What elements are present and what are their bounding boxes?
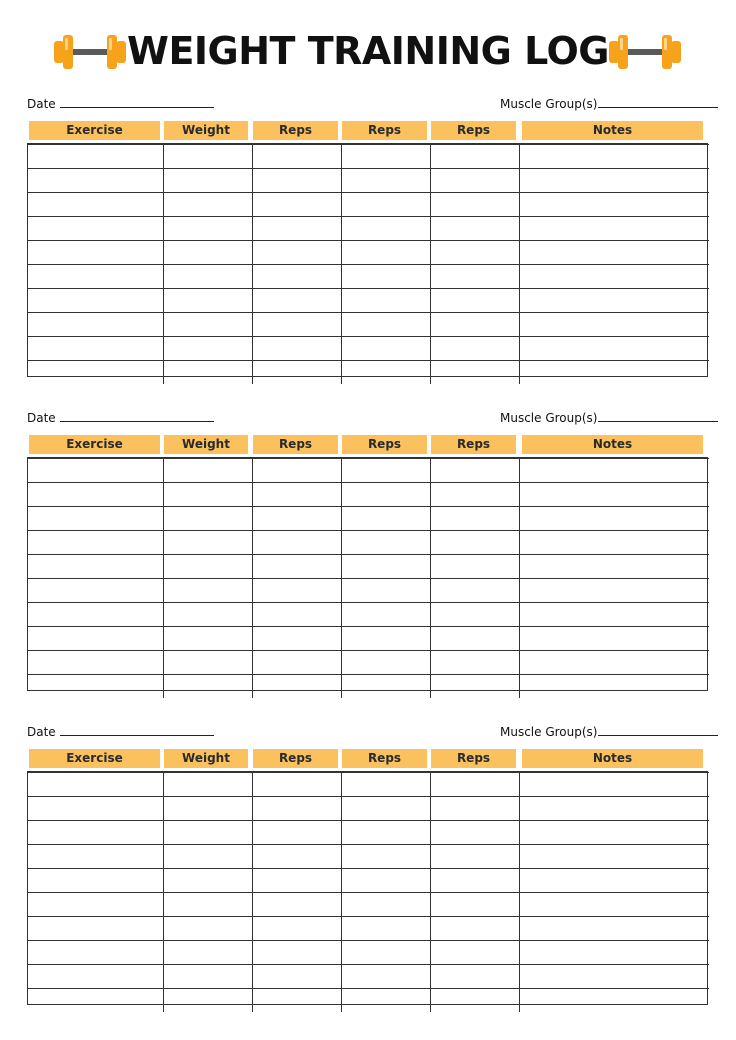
cell-reps[interactable] [252, 821, 341, 845]
cell-reps[interactable] [430, 603, 519, 627]
cell-weight[interactable] [163, 773, 252, 797]
cell-reps[interactable] [341, 675, 430, 699]
cell-weight[interactable] [163, 821, 252, 845]
date-field[interactable] [27, 97, 214, 111]
date-field[interactable] [27, 411, 214, 425]
table-row [28, 145, 709, 169]
muscle-groups-label: Muscle Group(s) [500, 411, 598, 425]
date-label: Date [27, 725, 56, 739]
cell-reps[interactable] [341, 773, 430, 797]
cell-notes[interactable] [519, 241, 709, 265]
cell-reps[interactable] [341, 361, 430, 385]
cell-notes[interactable] [519, 893, 709, 917]
cell-reps[interactable] [341, 845, 430, 869]
muscle-groups-field[interactable] [500, 411, 718, 425]
cell-weight[interactable] [163, 193, 252, 217]
cell-exercise[interactable] [28, 217, 163, 241]
cell-reps[interactable] [252, 483, 341, 507]
cell-reps[interactable] [341, 289, 430, 313]
cell-reps[interactable] [252, 941, 341, 965]
cell-reps[interactable] [252, 675, 341, 699]
cell-reps[interactable] [252, 555, 341, 579]
cell-reps[interactable] [430, 675, 519, 699]
cell-reps[interactable] [341, 797, 430, 821]
cell-weight[interactable] [163, 289, 252, 313]
cell-reps[interactable] [430, 579, 519, 603]
cell-notes[interactable] [519, 965, 709, 989]
table-row [28, 893, 709, 917]
column-header-reps: Reps [431, 435, 516, 454]
log-table [27, 143, 708, 377]
cell-reps[interactable] [252, 265, 341, 289]
cell-weight[interactable] [163, 941, 252, 965]
cell-weight[interactable] [163, 313, 252, 337]
column-header-exercise: Exercise [29, 435, 160, 454]
cell-reps[interactable] [341, 989, 430, 1013]
muscle-groups-label: Muscle Group(s) [500, 725, 598, 739]
cell-reps[interactable] [252, 917, 341, 941]
cell-reps[interactable] [252, 773, 341, 797]
cell-reps[interactable] [341, 869, 430, 893]
column-header-exercise: Exercise [29, 749, 160, 768]
table-row [28, 845, 709, 869]
cell-reps[interactable] [252, 241, 341, 265]
cell-reps[interactable] [430, 773, 519, 797]
cell-reps[interactable] [430, 917, 519, 941]
cell-reps[interactable] [341, 917, 430, 941]
table-row [28, 797, 709, 821]
cell-weight[interactable] [163, 361, 252, 385]
cell-weight[interactable] [163, 675, 252, 699]
cell-exercise[interactable] [28, 965, 163, 989]
cell-reps[interactable] [252, 337, 341, 361]
cell-notes[interactable] [519, 265, 709, 289]
cell-exercise[interactable] [28, 169, 163, 193]
cell-reps[interactable] [430, 869, 519, 893]
cell-exercise[interactable] [28, 507, 163, 531]
cell-reps[interactable] [341, 145, 430, 169]
cell-reps[interactable] [430, 555, 519, 579]
table-row [28, 531, 709, 555]
page-header [0, 0, 736, 90]
table-row [28, 483, 709, 507]
cell-reps[interactable] [430, 337, 519, 361]
table-row [28, 869, 709, 893]
cell-notes[interactable] [519, 289, 709, 313]
cell-reps[interactable] [252, 217, 341, 241]
cell-reps[interactable] [252, 169, 341, 193]
cell-notes[interactable] [519, 603, 709, 627]
cell-notes[interactable] [519, 483, 709, 507]
cell-weight[interactable] [163, 507, 252, 531]
section-meta-row [0, 97, 736, 117]
cell-reps[interactable] [252, 193, 341, 217]
cell-exercise[interactable] [28, 989, 163, 1013]
cell-notes[interactable] [519, 651, 709, 675]
cell-notes[interactable] [519, 989, 709, 1013]
column-header-reps: Reps [342, 121, 427, 140]
cell-reps[interactable] [430, 483, 519, 507]
date-label: Date [27, 411, 56, 425]
log-section-3 [0, 725, 736, 1015]
cell-weight[interactable] [163, 265, 252, 289]
cell-exercise[interactable] [28, 313, 163, 337]
cell-reps[interactable] [252, 989, 341, 1013]
cell-exercise[interactable] [28, 797, 163, 821]
muscle-groups-blank-line[interactable] [598, 411, 718, 422]
column-header-row [0, 435, 736, 454]
table-row [28, 555, 709, 579]
cell-exercise[interactable] [28, 917, 163, 941]
cell-reps[interactable] [252, 531, 341, 555]
cell-exercise[interactable] [28, 893, 163, 917]
cell-reps[interactable] [341, 193, 430, 217]
cell-reps[interactable] [430, 313, 519, 337]
cell-reps[interactable] [341, 579, 430, 603]
log-table-grid [28, 458, 709, 698]
column-header-reps: Reps [253, 121, 338, 140]
cell-exercise[interactable] [28, 265, 163, 289]
cell-exercise[interactable] [28, 773, 163, 797]
cell-exercise[interactable] [28, 651, 163, 675]
table-row [28, 627, 709, 651]
muscle-groups-blank-line[interactable] [598, 97, 718, 108]
cell-reps[interactable] [341, 651, 430, 675]
cell-notes[interactable] [519, 337, 709, 361]
column-header-reps: Reps [342, 435, 427, 454]
cell-notes[interactable] [519, 145, 709, 169]
cell-exercise[interactable] [28, 675, 163, 699]
cell-weight[interactable] [163, 555, 252, 579]
cell-exercise[interactable] [28, 941, 163, 965]
muscle-groups-blank-line[interactable] [598, 725, 718, 736]
cell-reps[interactable] [341, 459, 430, 483]
cell-reps[interactable] [252, 869, 341, 893]
table-row [28, 965, 709, 989]
table-row [28, 217, 709, 241]
column-header-reps: Reps [253, 749, 338, 768]
cell-weight[interactable] [163, 483, 252, 507]
cell-weight[interactable] [163, 627, 252, 651]
cell-reps[interactable] [430, 217, 519, 241]
cell-weight[interactable] [163, 337, 252, 361]
cell-reps[interactable] [252, 893, 341, 917]
cell-reps[interactable] [252, 603, 341, 627]
cell-exercise[interactable] [28, 145, 163, 169]
cell-weight[interactable] [163, 217, 252, 241]
cell-reps[interactable] [430, 507, 519, 531]
cell-reps[interactable] [341, 531, 430, 555]
cell-exercise[interactable] [28, 289, 163, 313]
table-row [28, 337, 709, 361]
cell-reps[interactable] [252, 579, 341, 603]
cell-reps[interactable] [430, 193, 519, 217]
cell-reps[interactable] [252, 313, 341, 337]
cell-reps[interactable] [252, 361, 341, 385]
cell-weight[interactable] [163, 869, 252, 893]
cell-reps[interactable] [341, 169, 430, 193]
cell-reps[interactable] [341, 965, 430, 989]
table-row [28, 579, 709, 603]
cell-reps[interactable] [252, 459, 341, 483]
cell-reps[interactable] [430, 289, 519, 313]
cell-reps[interactable] [430, 965, 519, 989]
table-row [28, 361, 709, 385]
cell-notes[interactable] [519, 217, 709, 241]
cell-reps[interactable] [430, 531, 519, 555]
muscle-groups-label: Muscle Group(s) [500, 97, 598, 111]
cell-weight[interactable] [163, 797, 252, 821]
cell-notes[interactable] [519, 313, 709, 337]
cell-reps[interactable] [341, 313, 430, 337]
table-row [28, 651, 709, 675]
date-label: Date [27, 97, 56, 111]
table-row [28, 169, 709, 193]
log-table [27, 457, 708, 691]
cell-reps[interactable] [341, 241, 430, 265]
cell-weight[interactable] [163, 965, 252, 989]
cell-notes[interactable] [519, 531, 709, 555]
cell-reps[interactable] [430, 145, 519, 169]
cell-reps[interactable] [252, 797, 341, 821]
table-row [28, 989, 709, 1013]
table-row [28, 289, 709, 313]
column-header-weight: Weight [164, 121, 248, 140]
cell-reps[interactable] [252, 627, 341, 651]
cell-notes[interactable] [519, 869, 709, 893]
cell-weight[interactable] [163, 845, 252, 869]
cell-notes[interactable] [519, 941, 709, 965]
cell-notes[interactable] [519, 675, 709, 699]
column-header-reps: Reps [253, 435, 338, 454]
cell-weight[interactable] [163, 145, 252, 169]
cell-notes[interactable] [519, 627, 709, 651]
column-header-reps: Reps [431, 749, 516, 768]
cell-notes[interactable] [519, 579, 709, 603]
log-table-grid [28, 772, 709, 1012]
dumbbell-icon [607, 33, 683, 71]
cell-reps[interactable] [252, 507, 341, 531]
cell-reps[interactable] [430, 627, 519, 651]
cell-reps[interactable] [341, 627, 430, 651]
cell-reps[interactable] [430, 651, 519, 675]
cell-exercise[interactable] [28, 821, 163, 845]
cell-reps[interactable] [252, 845, 341, 869]
cell-weight[interactable] [163, 579, 252, 603]
cell-exercise[interactable] [28, 531, 163, 555]
cell-reps[interactable] [430, 821, 519, 845]
table-row [28, 459, 709, 483]
cell-notes[interactable] [519, 361, 709, 385]
cell-notes[interactable] [519, 797, 709, 821]
cell-reps[interactable] [252, 965, 341, 989]
cell-exercise[interactable] [28, 337, 163, 361]
cell-notes[interactable] [519, 917, 709, 941]
log-table-grid [28, 144, 709, 384]
cell-reps[interactable] [430, 797, 519, 821]
table-row [28, 603, 709, 627]
cell-notes[interactable] [519, 507, 709, 531]
cell-reps[interactable] [341, 483, 430, 507]
table-row [28, 241, 709, 265]
muscle-groups-field[interactable] [500, 725, 718, 739]
log-section-1 [0, 97, 736, 387]
cell-notes[interactable] [519, 845, 709, 869]
cell-exercise[interactable] [28, 845, 163, 869]
cell-reps[interactable] [341, 217, 430, 241]
cell-exercise[interactable] [28, 193, 163, 217]
cell-reps[interactable] [341, 603, 430, 627]
table-row [28, 193, 709, 217]
cell-weight[interactable] [163, 917, 252, 941]
cell-reps[interactable] [430, 361, 519, 385]
cell-reps[interactable] [341, 555, 430, 579]
cell-reps[interactable] [341, 821, 430, 845]
cell-weight[interactable] [163, 603, 252, 627]
section-meta-row [0, 411, 736, 431]
cell-reps[interactable] [252, 289, 341, 313]
cell-notes[interactable] [519, 459, 709, 483]
cell-weight[interactable] [163, 651, 252, 675]
table-row [28, 265, 709, 289]
cell-exercise[interactable] [28, 241, 163, 265]
cell-weight[interactable] [163, 459, 252, 483]
section-meta-row [0, 725, 736, 745]
table-row [28, 313, 709, 337]
cell-reps[interactable] [430, 241, 519, 265]
table-row [28, 507, 709, 531]
cell-notes[interactable] [519, 773, 709, 797]
cell-notes[interactable] [519, 555, 709, 579]
cell-reps[interactable] [430, 459, 519, 483]
cell-reps[interactable] [430, 893, 519, 917]
cell-exercise[interactable] [28, 603, 163, 627]
cell-weight[interactable] [163, 893, 252, 917]
table-row [28, 821, 709, 845]
cell-reps[interactable] [341, 941, 430, 965]
cell-reps[interactable] [430, 265, 519, 289]
date-blank-line[interactable] [60, 97, 214, 108]
cell-notes[interactable] [519, 193, 709, 217]
page-title: WEIGHT TRAINING LOG [127, 29, 609, 73]
date-blank-line[interactable] [60, 725, 214, 736]
column-header-notes: Notes [522, 749, 703, 768]
table-row [28, 773, 709, 797]
cell-weight[interactable] [163, 531, 252, 555]
cell-reps[interactable] [430, 169, 519, 193]
cell-weight[interactable] [163, 989, 252, 1013]
cell-notes[interactable] [519, 821, 709, 845]
table-row [28, 675, 709, 699]
table-row [28, 917, 709, 941]
cell-reps[interactable] [341, 893, 430, 917]
cell-exercise[interactable] [28, 869, 163, 893]
column-header-row [0, 121, 736, 140]
cell-exercise[interactable] [28, 483, 163, 507]
column-header-row [0, 749, 736, 768]
column-header-weight: Weight [164, 435, 248, 454]
cell-reps[interactable] [341, 337, 430, 361]
column-header-notes: Notes [522, 121, 703, 140]
cell-weight[interactable] [163, 241, 252, 265]
column-header-reps: Reps [431, 121, 516, 140]
cell-exercise[interactable] [28, 627, 163, 651]
date-field[interactable] [27, 725, 214, 739]
cell-reps[interactable] [252, 651, 341, 675]
cell-exercise[interactable] [28, 555, 163, 579]
table-row [28, 941, 709, 965]
cell-reps[interactable] [430, 941, 519, 965]
cell-weight[interactable] [163, 169, 252, 193]
column-header-exercise: Exercise [29, 121, 160, 140]
date-blank-line[interactable] [60, 411, 214, 422]
cell-reps[interactable] [341, 265, 430, 289]
log-table [27, 771, 708, 1005]
cell-exercise[interactable] [28, 579, 163, 603]
cell-reps[interactable] [252, 145, 341, 169]
cell-exercise[interactable] [28, 459, 163, 483]
column-header-reps: Reps [342, 749, 427, 768]
column-header-weight: Weight [164, 749, 248, 768]
cell-reps[interactable] [430, 845, 519, 869]
muscle-groups-field[interactable] [500, 97, 718, 111]
cell-exercise[interactable] [28, 361, 163, 385]
log-section-2 [0, 411, 736, 701]
cell-reps[interactable] [430, 989, 519, 1013]
cell-reps[interactable] [341, 507, 430, 531]
cell-notes[interactable] [519, 169, 709, 193]
column-header-notes: Notes [522, 435, 703, 454]
